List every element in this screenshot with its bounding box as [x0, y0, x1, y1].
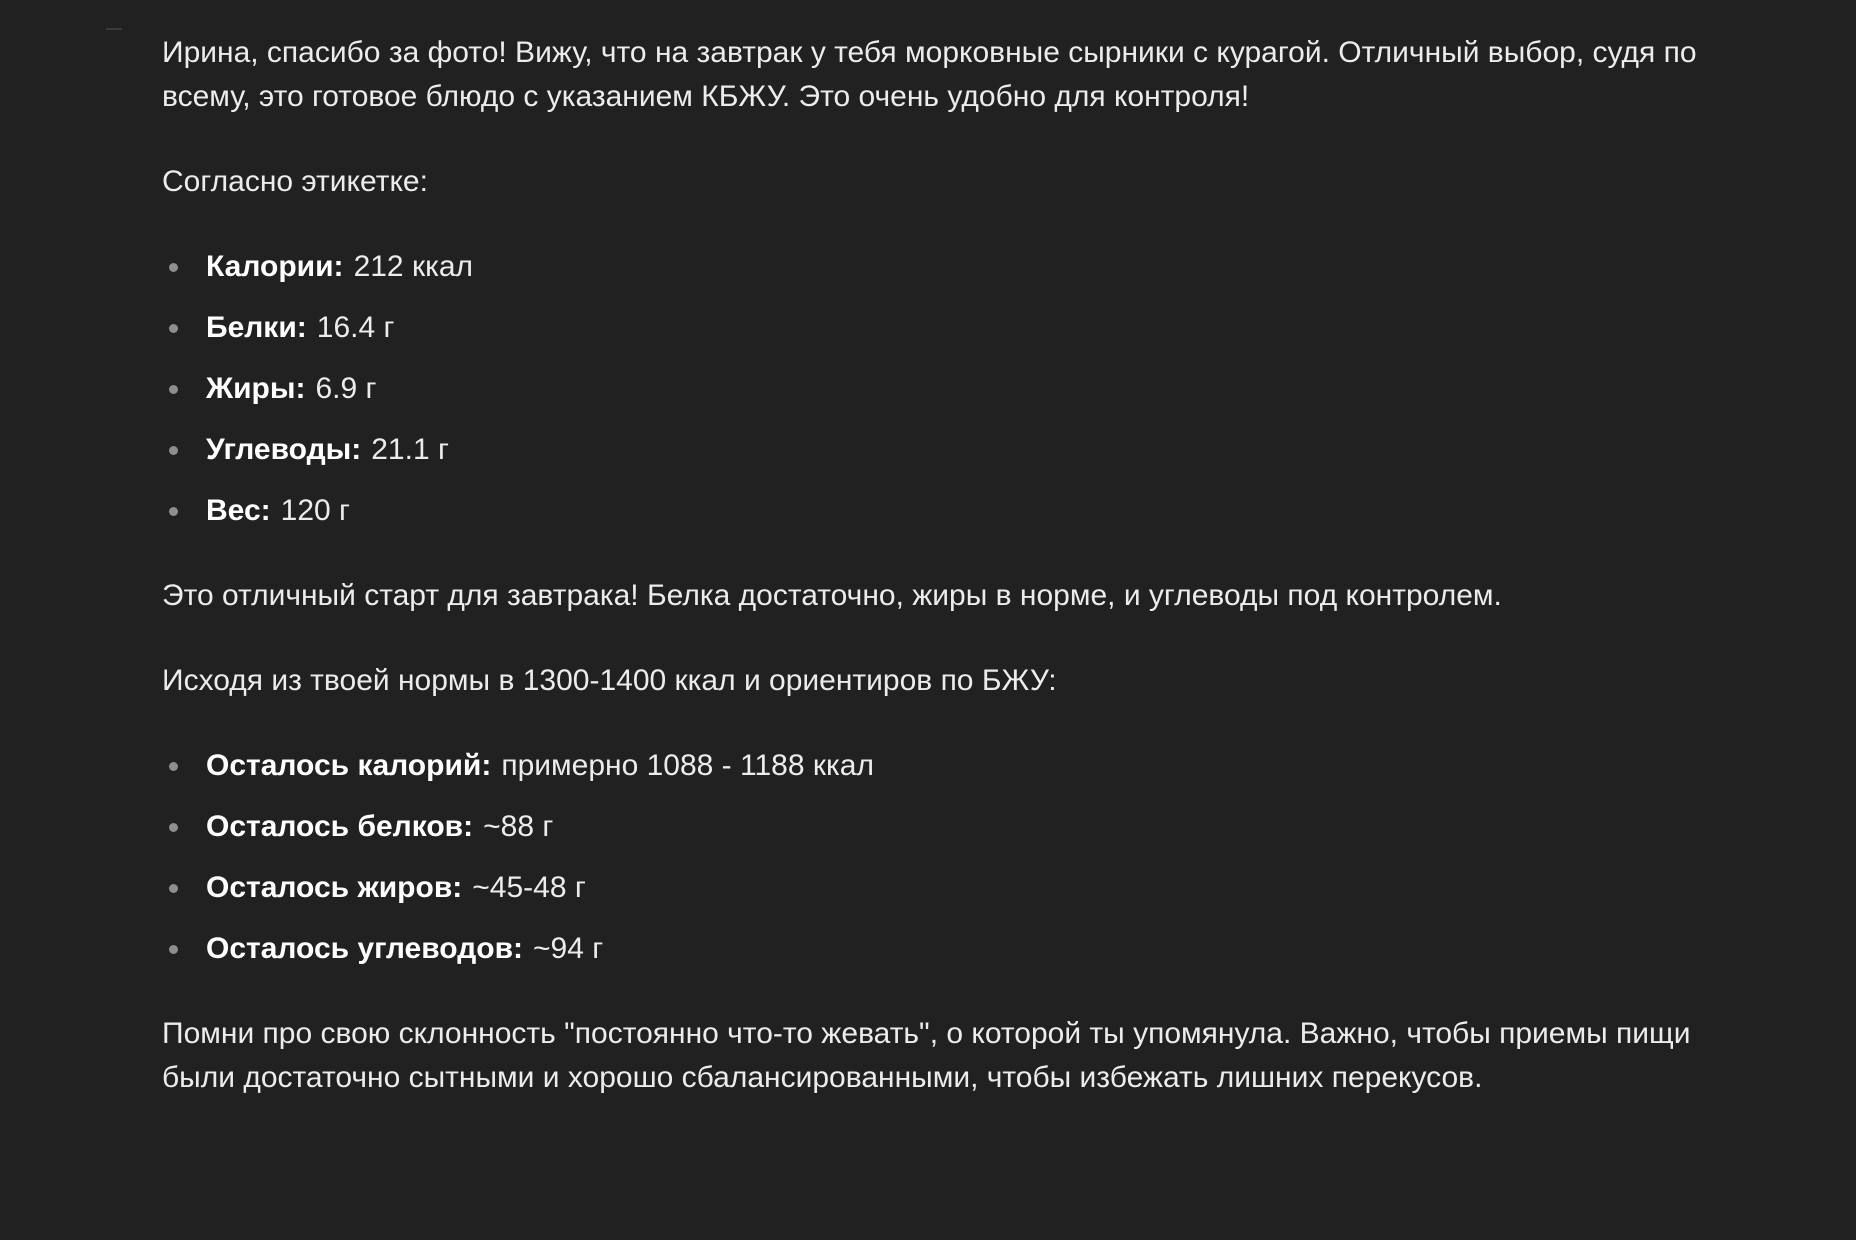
bullet-icon: [169, 263, 178, 272]
nutrition-value: 120 г: [280, 494, 350, 527]
nutrition-value: 16.4 г: [316, 311, 395, 344]
remaining-value: примерно 1088 - 1188 ккал: [501, 749, 874, 782]
remaining-item-fat: [162, 866, 1722, 910]
remaining-list: [162, 744, 1722, 971]
decorative-corner-mark: [106, 28, 122, 30]
remaining-label: Осталось жиров:: [206, 871, 463, 904]
nutrition-label: Калории:: [206, 250, 344, 283]
bullet-icon: [169, 446, 178, 455]
nutrition-label: Вес:: [206, 494, 271, 527]
nutrition-item-protein: [162, 306, 1722, 350]
remaining-item-calories: [162, 744, 1722, 788]
remaining-value: ~94 г: [533, 932, 604, 965]
bullet-icon: [169, 945, 178, 954]
bullet-icon: [169, 884, 178, 893]
bullet-icon: [169, 762, 178, 771]
remaining-value: ~45-48 г: [472, 871, 586, 904]
nutrition-value: 6.9 г: [315, 372, 377, 405]
remaining-value: ~88 г: [483, 810, 554, 843]
remaining-item-protein: [162, 805, 1722, 849]
nutrition-value: 212 ккал: [353, 250, 474, 283]
bullet-icon: [169, 385, 178, 394]
nutrition-item-weight: [162, 489, 1722, 533]
nutrition-label: Углеводы:: [206, 433, 362, 466]
bullet-icon: [169, 324, 178, 333]
nutrition-label: Жиры:: [206, 372, 306, 405]
nutrition-item-fat: [162, 367, 1722, 411]
message-closing: Помни про свою склонность "постоянно что-то жевать", о которой ты упомянула. Важно, чтобы приемы пищи были достаточно сытными и хорошо сбалансированными, чтобы избежать лишних перекусов.: [162, 1017, 1691, 1094]
remaining-heading: Исходя из твоей нормы в 1300-1400 ккал и ориентиров по БЖУ:: [162, 664, 1057, 697]
nutrition-item-carbs: [162, 428, 1722, 472]
bullet-icon: [169, 823, 178, 832]
remaining-item-carbs: [162, 927, 1722, 971]
remaining-label: Осталось углеводов:: [206, 932, 524, 965]
message-intro: Ирина, спасибо за фото! Вижу, что на завтрак у тебя морковные сырники с курагой. Отличный выбор, судя по всему, это готовое блюдо с указанием КБЖУ. Это очень удобно для контроля!: [162, 36, 1697, 113]
bullet-icon: [169, 507, 178, 516]
assistant-message: [162, 31, 1722, 1141]
nutrition-value: 21.1 г: [371, 433, 449, 466]
nutrition-item-calories: [162, 245, 1722, 289]
label-heading: Согласно этикетке:: [162, 165, 428, 198]
remaining-label: Осталось белков:: [206, 810, 474, 843]
remaining-label: Осталось калорий:: [206, 749, 492, 782]
message-assessment: Это отличный старт для завтрака! Белка достаточно, жиры в норме, и углеводы под контролем.: [162, 579, 1502, 612]
nutrition-list: [162, 245, 1722, 533]
nutrition-label: Белки:: [206, 311, 307, 344]
